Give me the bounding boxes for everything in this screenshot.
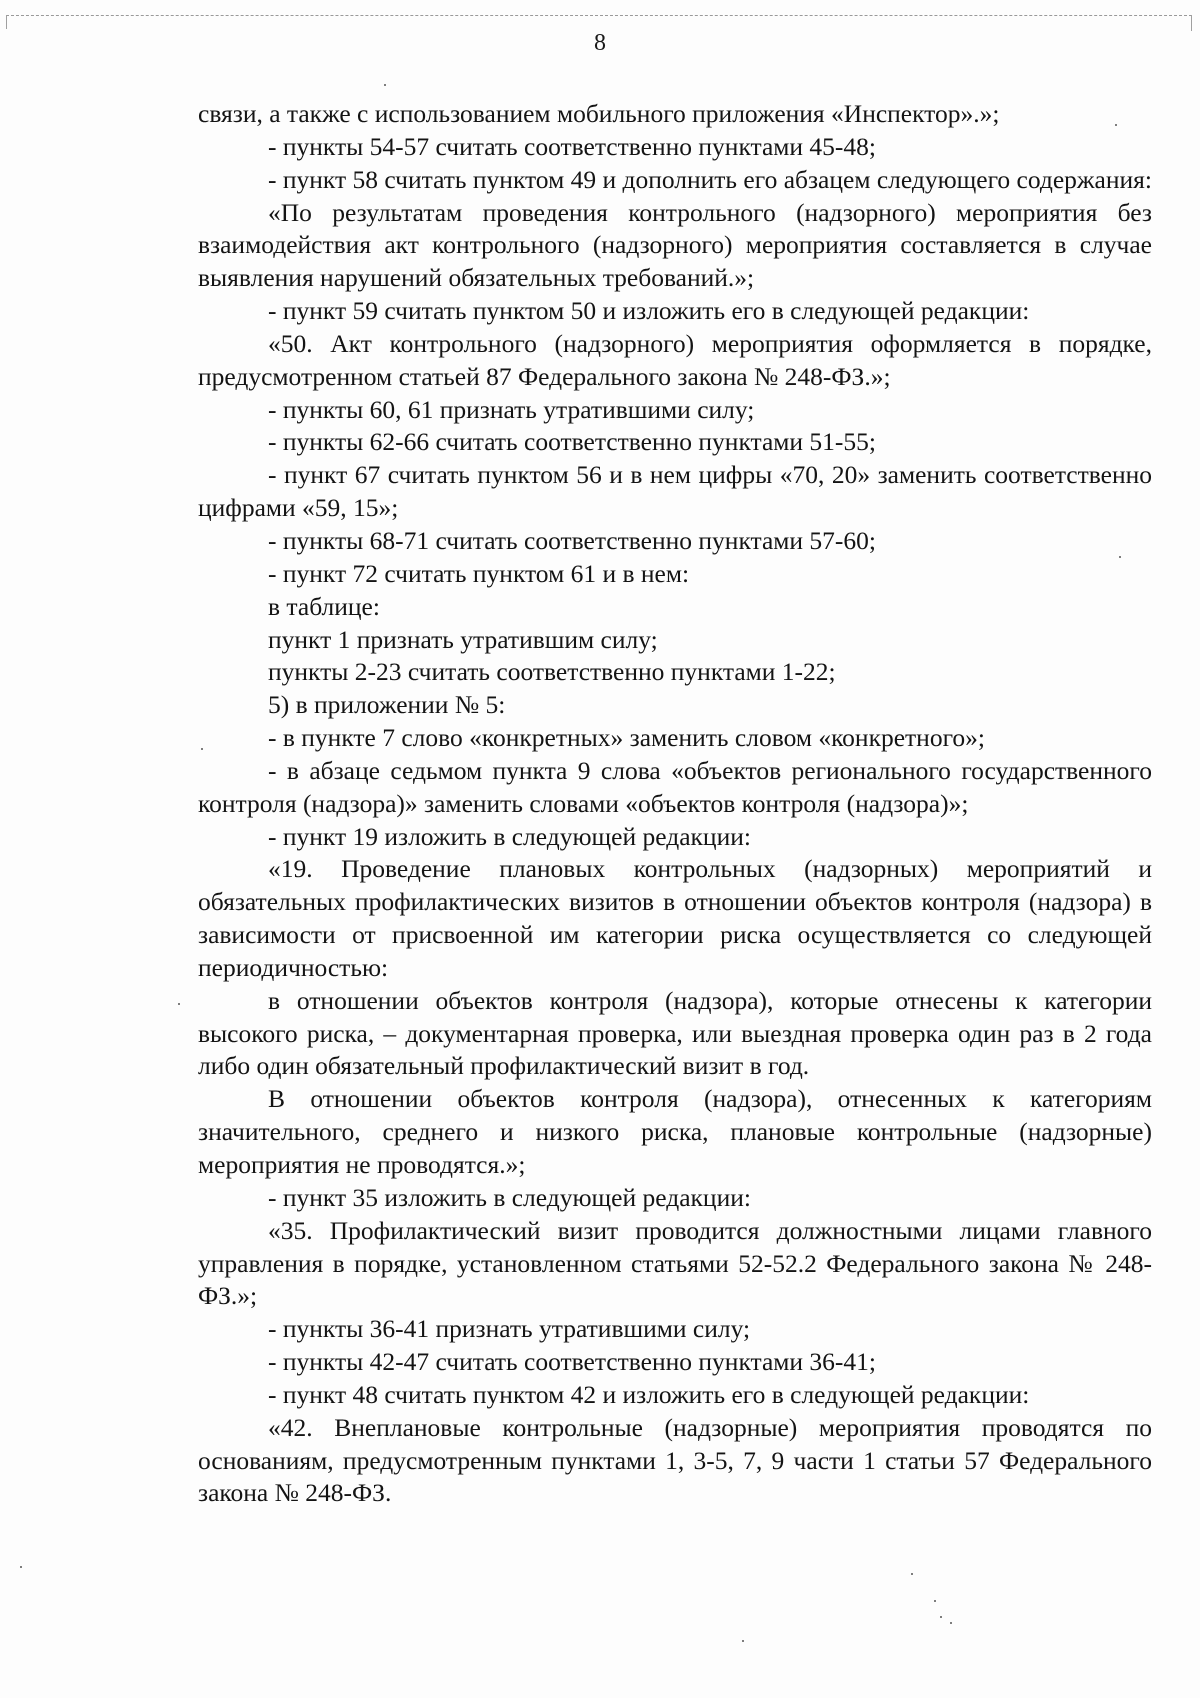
page-number: 8	[594, 30, 606, 56]
paragraph: в отношении объектов контроля (надзора), которые отнесены к категории высокого риска, – документарная проверка, или выездная проверка один раз в 2 года либо один обязательный профилактический визит в год.	[198, 985, 1152, 1081]
scan-speck	[940, 1616, 942, 1618]
scan-speck	[950, 1622, 952, 1624]
paragraph: 5) в приложении № 5:	[268, 690, 506, 720]
paragraph: - пункты 62-66 считать соответственно пунктами 51-55;	[268, 427, 877, 457]
paragraph: связи, а также с использованием мобильного приложения «Инспектор».»;	[198, 99, 1000, 128]
paragraph: «По результатам проведения контрольного (надзорного) мероприятия без взаимодействия акт контрольного (надзорного) мероприятия составляется в случае выявления нарушений обязательных требований.»;	[198, 197, 1152, 293]
scan-speck	[1119, 556, 1121, 558]
scan-border-top	[6, 15, 1192, 16]
paragraph: - пункт 67 считать пунктом 56 и в нем цифры «70, 20» заменить соответственно цифрами «59, 15»;	[198, 460, 1152, 523]
paragraph: - пункт 35 изложить в следующей редакции:	[268, 1182, 751, 1212]
paragraph: - пункт 59 считать пунктом 50 и изложить его в следующей редакции:	[268, 296, 1030, 326]
paragraph: «50. Акт контрольного (надзорного) мероприятия оформляется в порядке, предусмотренном статьей 87 Федерального закона № 248-ФЗ.»;	[198, 328, 1152, 391]
scan-speck	[1115, 124, 1117, 126]
scan-speck	[201, 748, 203, 750]
scan-speck	[178, 1003, 180, 1005]
paragraph: - пункты 60, 61 признать утратившими силу;	[268, 394, 755, 424]
paragraph: - пункты 54-57 считать соответственно пунктами 45-48;	[268, 131, 877, 161]
scan-speck	[742, 1640, 744, 1642]
paragraph: пункты 2-23 считать соответственно пунктами 1-22;	[268, 657, 836, 687]
paragraph: «42. Внеплановые контрольные (надзорные) мероприятия проводятся по основаниям, предусмотренным пунктами 1, 3-5, 7, 9 части 1 статьи 57 Федерального закона № 248-ФЗ.	[198, 1412, 1152, 1508]
document-body	[198, 98, 1152, 1510]
scan-speck	[384, 84, 386, 86]
scan-border-left	[6, 15, 7, 29]
paragraph: - пункт 72 считать пунктом 61 и в нем:	[268, 558, 690, 588]
paragraph: - пункт 58 считать пунктом 49 и дополнить его абзацем следующего содержания:	[268, 164, 1152, 194]
scan-border-right	[1191, 15, 1192, 31]
paragraph: - в абзаце седьмом пункта 9 слова «объектов регионального государственного контроля (надзора)» заменить словами «объектов контроля (надзора)»;	[198, 755, 1152, 818]
scan-speck	[911, 1573, 913, 1575]
paragraph: - пункт 48 считать пунктом 42 и изложить его в следующей редакции:	[268, 1379, 1030, 1409]
paragraph: в таблице:	[268, 591, 380, 621]
paragraph: - пункт 19 изложить в следующей редакции:	[268, 821, 751, 851]
paragraph: - пункты 36-41 признать утратившими силу;	[268, 1314, 751, 1344]
paragraph: «19. Проведение плановых контрольных (надзорных) мероприятий и обязательных профилактических визитов в отношении объектов контроля (надзора) в зависимости от присвоенной им категории риска осуществляется со следующей периодичностью:	[198, 854, 1152, 982]
paragraph: - пункты 42-47 считать соответственно пунктами 36-41;	[268, 1347, 877, 1377]
paragraph: В отношении объектов контроля (надзора), отнесенных к категориям значительного, среднего и низкого риска, плановые контрольные (надзорные) мероприятия не проводятся.»;	[198, 1084, 1152, 1179]
paragraph: пункт 1 признать утратившим силу;	[268, 624, 658, 654]
paragraph: «35. Профилактический визит проводится должностными лицами главного управления в порядке, установленном статьями 52-52.2 Федерального закона № 248-ФЗ.»;	[198, 1215, 1152, 1311]
paragraph: - в пункте 7 слово «конкретных» заменить словом «конкретного»;	[268, 723, 985, 753]
scan-speck	[934, 1600, 936, 1602]
scan-speck	[20, 1566, 22, 1568]
paragraph: - пункты 68-71 считать соответственно пунктами 57-60;	[268, 525, 877, 555]
